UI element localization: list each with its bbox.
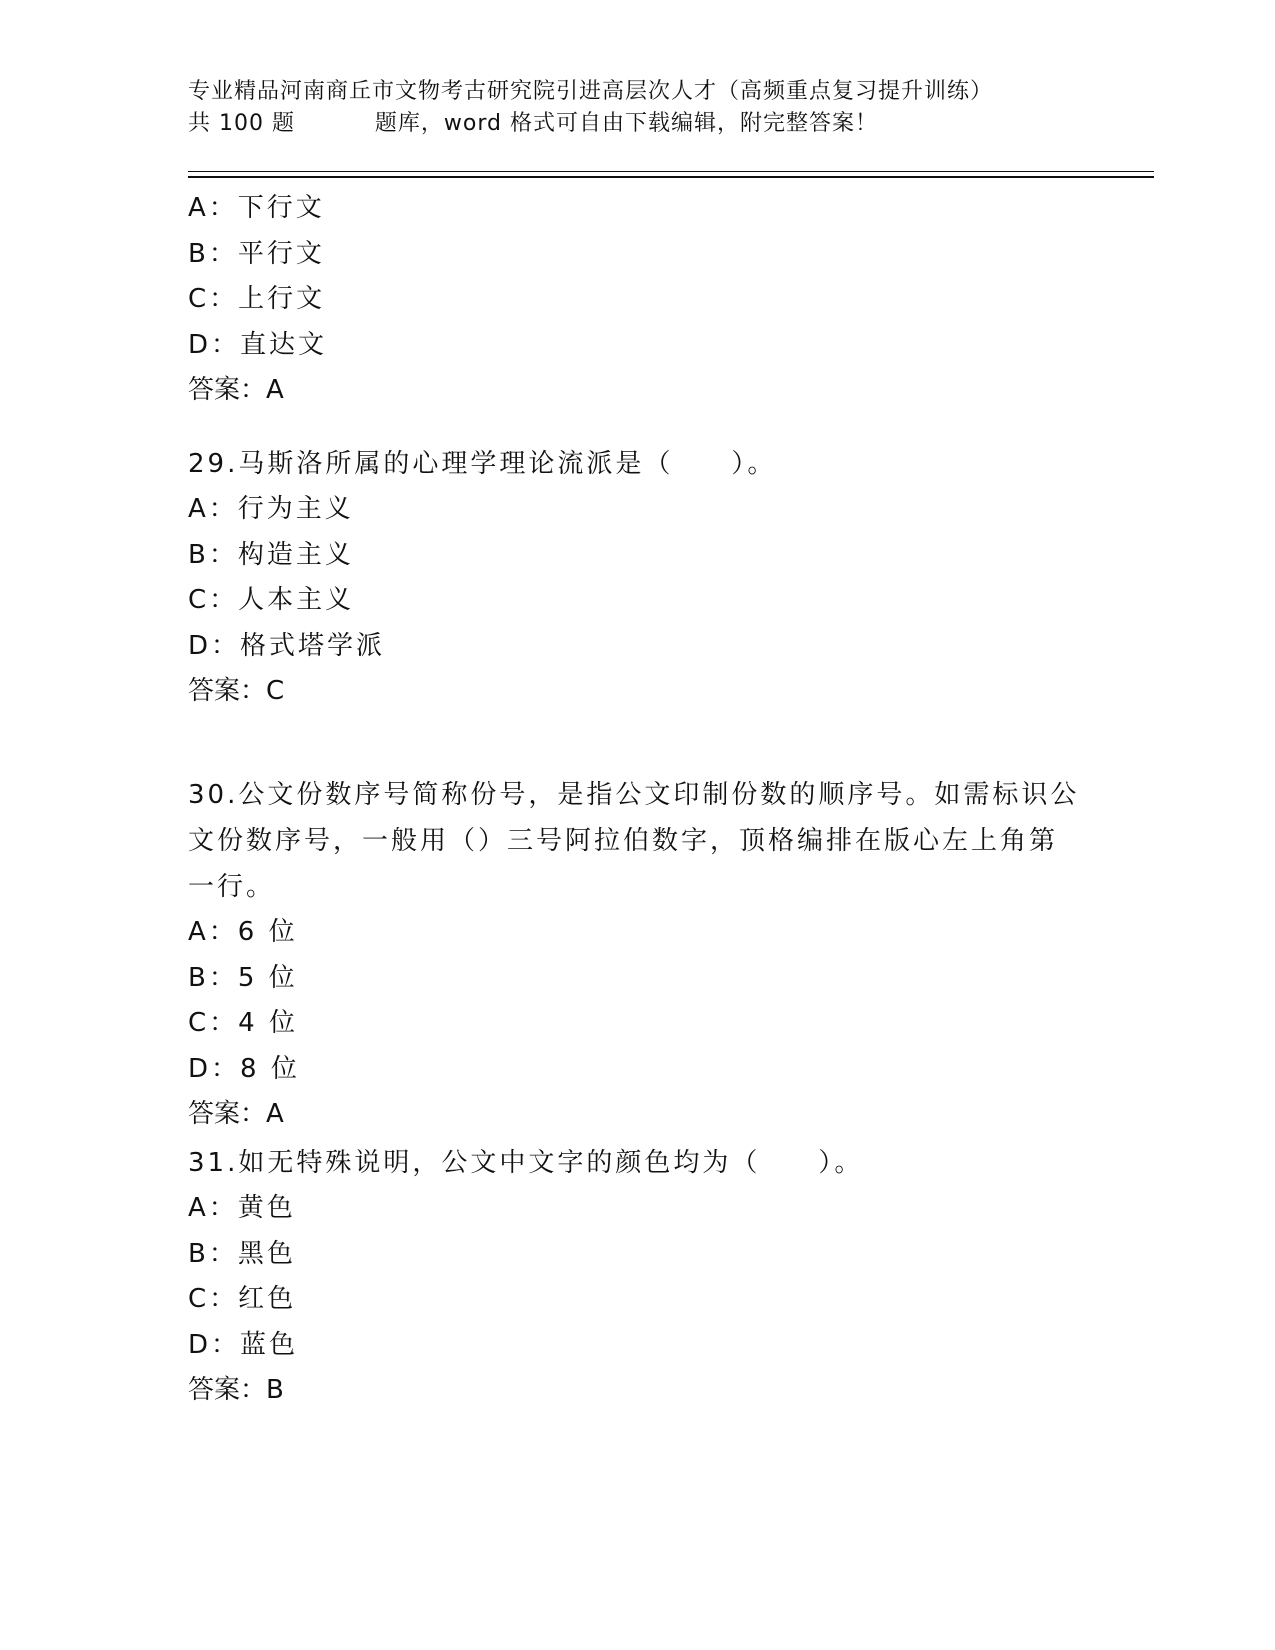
question-stem: 29.马斯洛所属的心理学理论流派是（ ）。: [188, 449, 777, 479]
question-stem-line-3: 一行。: [188, 872, 276, 902]
question-stem-line-1: 30.公文份数序号简称份号，是指公文印制份数的顺序号。如需标识公: [188, 780, 1080, 810]
option-d: D：蓝色: [188, 1329, 299, 1360]
option-d: D：8 位: [188, 1053, 300, 1084]
option-c: C：4 位: [188, 1008, 298, 1038]
answer-line: 答案：A: [188, 375, 284, 405]
header-title: 专业精品河南商丘市文物考古研究院引进高层次人才（高频重点复习提升训练）: [188, 79, 994, 104]
header-rule-top: [188, 171, 1154, 172]
option-c: C：人本主义: [188, 585, 355, 615]
option-a: A：行为主义: [188, 494, 354, 524]
option-c: C：上行文: [188, 284, 326, 314]
question-stem-line-2: 文份数序号，一般用（）三号阿拉伯数字，顶格编排在版心左上角第: [188, 826, 1059, 856]
option-a: A：6 位: [188, 917, 298, 947]
question-31: [188, 1140, 1088, 1414]
answer-line: 答案：A: [188, 1099, 284, 1129]
answer-line: 答案：B: [188, 1375, 284, 1405]
header-rule-bottom: [188, 176, 1154, 178]
option-c: C：红色: [188, 1284, 297, 1314]
header-subtitle: 共 100 题 题库，word 格式可自由下载编辑，附完整答案！: [188, 111, 878, 136]
option-d: D：格式塔学派: [188, 630, 386, 661]
answer-line: 答案：C: [188, 676, 285, 706]
option-a: A：黄色: [188, 1193, 296, 1223]
option-b: B：5 位: [188, 962, 298, 993]
option-b: B：平行文: [188, 238, 325, 269]
question-stem: 31.如无特殊说明，公文中文字的颜色均为（ ）。: [188, 1148, 864, 1178]
document-header: [188, 76, 1088, 140]
option-a: A：下行文: [188, 193, 325, 223]
question-29: [188, 441, 1088, 715]
option-d: D：直达文: [188, 329, 328, 360]
option-b: B：黑色: [188, 1238, 296, 1269]
prev-question-block: [188, 186, 1088, 414]
question-30: [188, 772, 1088, 1138]
option-b: B：构造主义: [188, 539, 354, 570]
